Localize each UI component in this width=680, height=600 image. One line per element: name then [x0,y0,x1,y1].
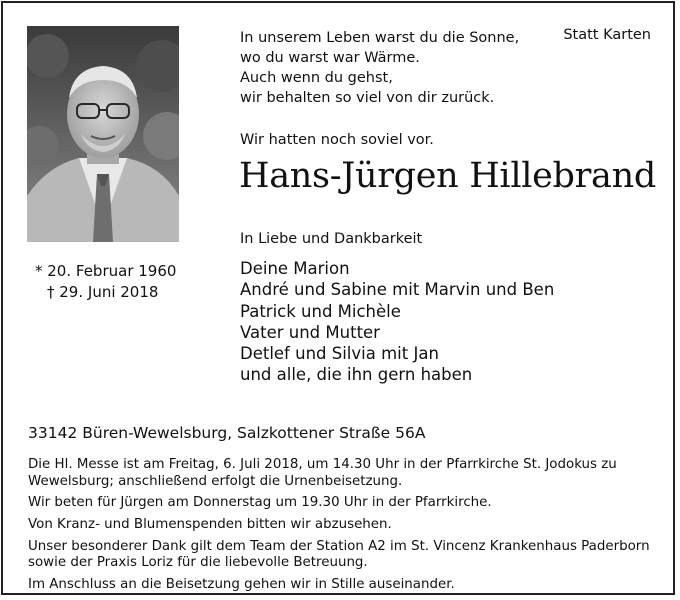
family-member: André und Sabine mit Marvin und Ben [240,280,555,300]
service-notes [28,457,658,599]
note-paragraph: Wir beten für Jürgen am Donnerstag um 19.30 Uhr in der Pfarrkirche. [28,495,492,511]
note-paragraph: Die Hl. Messe ist am Freitag, 6. Juli 2018, um 14.30 Uhr in der Pfarrkirche St. Jodokus zu Wewelsburg; anschließend erfolgt die Urnenbeisetzung. [28,457,617,489]
note-paragraph: Im Anschluss an die Beisetzung gehen wir in Stille auseinander. [28,576,455,592]
family-member: und alle, die ihn gern haben [240,365,473,385]
intro-line: Wir hatten noch soviel vor. [240,132,434,148]
memorial-poem [240,28,519,108]
family-list [240,258,554,386]
poem-line: wir behalten so viel von dir zurück. [240,90,495,106]
statt-karten-label: Statt Karten [563,27,651,43]
address-line: 33142 Büren-Wewelsburg, Salzkottener Straße 56A [28,424,426,442]
obituary-card [1,1,675,595]
life-dates [35,261,176,303]
note-paragraph: Von Kranz- und Blumenspenden bitten wir abzusehen. [28,516,392,532]
family-member: Deine Marion [240,259,350,278]
birth-date: * 20. Februar 1960 [35,262,177,280]
death-date: † 29. Juni 2018 [47,283,159,301]
thanks-line: In Liebe und Dankbarkeit [240,231,423,247]
deceased-name: Hans-Jürgen Hillebrand [239,156,656,196]
family-member: Vater und Mutter [240,322,380,342]
family-member: Detlef und Silvia mit Jan [240,344,439,364]
note-paragraph: Unser besonderer Dank gilt dem Team der Station A2 im St. Vincenz Krankenhaus Paderborn sowie der Praxis Loriz für die liebevolle Betreuung. [28,538,650,571]
family-member: Patrick und Michèle [240,301,401,321]
poem-line: In unserem Leben warst du die Sonne, [240,30,520,46]
portrait-photo [27,26,179,242]
poem-line: wo du warst war Wärme. [240,50,420,66]
poem-line: Auch wenn du gehst, [240,70,393,86]
